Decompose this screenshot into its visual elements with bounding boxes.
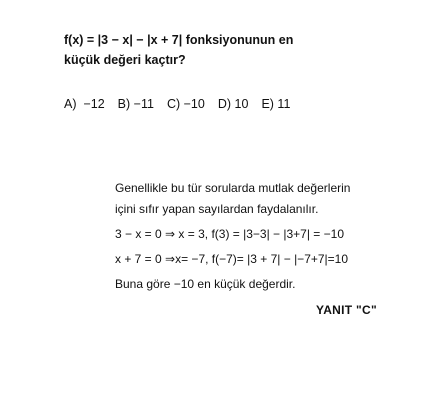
question-line-2: küçük değeri kaçtır? [64, 53, 186, 67]
solution-text [115, 178, 405, 295]
solution-line-1: Genellikle bu tür sorularda mutlak değerlerin [115, 181, 351, 195]
solution-line-5: Buna göre −10 en küçük değerdir. [115, 277, 296, 291]
option-b: B) −11 [117, 97, 154, 111]
answer-label: YANIT "C" [316, 303, 377, 317]
question-line-1: f(x) = |3 − x| − |x + 7| fonksiyonunun en [64, 33, 294, 47]
option-a: A) −12 [64, 97, 105, 111]
solution-line-3: 3 − x = 0 ⇒ x = 3, f(3) = |3−3| − |3+7| = −10 [115, 227, 345, 241]
option-d: D) 10 [217, 97, 249, 111]
option-c: C) −10 [166, 97, 205, 111]
question-text [64, 30, 404, 70]
solution-line-4: x + 7 = 0 ⇒x= −7, f(−7)= |3 + 7| − |−7+7|=10 [115, 252, 349, 266]
answer-options [64, 94, 303, 114]
solution-line-2: içini sıfır yapan sayılardan faydalanılır. [115, 202, 319, 216]
option-e: E) 11 [261, 97, 291, 111]
